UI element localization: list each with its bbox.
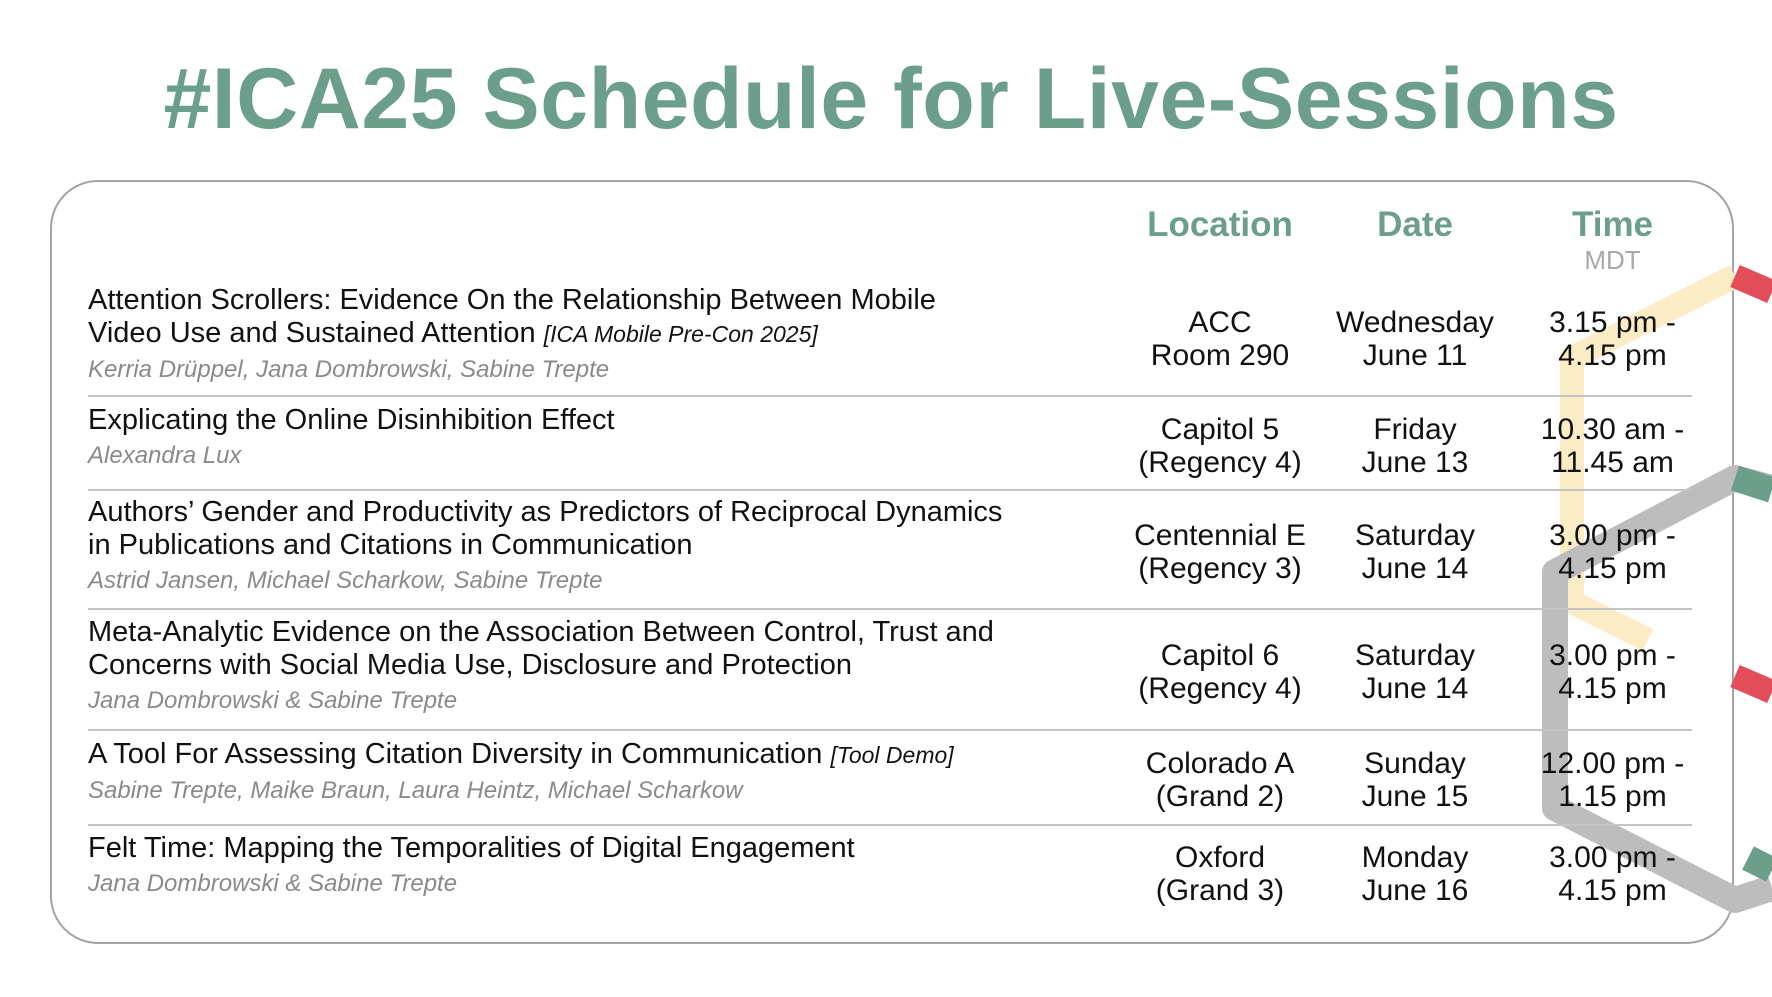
session-title-line2: Video Use and Sustained Attention (88, 317, 536, 349)
location-line2: (Regency 4) (1138, 672, 1302, 705)
location-line2: (Regency 4) (1138, 446, 1302, 479)
session-info (88, 496, 1088, 595)
session-time (1510, 496, 1715, 608)
session-location (1120, 616, 1320, 728)
session-authors: Jana Dombrowski & Sabine Trepte (88, 870, 458, 897)
session-note: [Tool Demo] (830, 742, 954, 768)
time-end: 4.15 pm (1558, 672, 1667, 705)
session-authors: Kerria Drüppel, Jana Dombrowski, Sabine Trepte (88, 356, 610, 383)
session-date (1315, 404, 1515, 488)
date-value: June 11 (1362, 339, 1468, 372)
session-info (88, 404, 1088, 470)
time-end: 4.15 pm (1558, 552, 1667, 585)
location-line2: Room 290 (1150, 339, 1290, 372)
session-title-line2: in Publications and Citations in Communication (88, 529, 693, 561)
session-date (1315, 832, 1515, 916)
time-column-header: Time (1571, 205, 1654, 244)
location-line1: ACC (1188, 306, 1252, 339)
session-title-line1: A Tool For Assessing Citation Diversity in Communication (88, 738, 823, 770)
session-location (1120, 738, 1320, 822)
location-line1: Centennial E (1134, 519, 1306, 552)
session-title (88, 738, 1088, 772)
session-row (0, 496, 1772, 608)
session-title (88, 616, 1088, 682)
row-divider (88, 608, 1692, 610)
date-day: Friday (1373, 413, 1457, 446)
row-divider (88, 489, 1692, 491)
location-line1: Oxford (1174, 841, 1266, 874)
session-row (0, 404, 1772, 488)
page-title: #ICA25 Schedule for Live-Sessions (163, 51, 1619, 147)
location-line1: Capitol 6 (1160, 639, 1280, 672)
session-row (0, 284, 1772, 394)
session-title (88, 284, 1088, 351)
location-column-header: Location (1147, 205, 1293, 244)
session-title-line1: Meta-Analytic Evidence on the Association Between Control, Trust and (88, 616, 994, 648)
session-date (1315, 616, 1515, 728)
session-authors: Alexandra Lux (88, 442, 242, 469)
row-divider (88, 824, 1692, 826)
session-title: Explicating the Online Disinhibition Effect (88, 404, 615, 436)
session-time (1510, 616, 1715, 728)
session-authors: Jana Dombrowski & Sabine Trepte (88, 687, 458, 714)
time-end: 4.15 pm (1558, 874, 1667, 907)
session-title: Felt Time: Mapping the Temporalities of Digital Engagement (88, 832, 855, 864)
session-info (88, 832, 1088, 898)
session-time (1510, 738, 1715, 822)
session-title (88, 496, 1088, 562)
location-line1: Colorado A (1145, 747, 1295, 780)
time-start: 3.00 pm - (1549, 639, 1676, 672)
session-time (1510, 284, 1715, 394)
time-start: 3.15 pm - (1549, 306, 1676, 339)
session-row (0, 832, 1772, 916)
session-location (1120, 404, 1320, 488)
row-divider (88, 395, 1692, 397)
date-column-header: Date (1377, 205, 1453, 244)
session-location (1120, 496, 1320, 608)
time-zone-label: MDT (1584, 245, 1641, 275)
location-line2: (Grand 3) (1155, 874, 1285, 907)
session-date (1315, 738, 1515, 822)
session-date (1315, 496, 1515, 608)
date-value: June 14 (1361, 552, 1469, 585)
location-line2: (Regency 3) (1138, 552, 1302, 585)
session-row (0, 616, 1772, 728)
session-info (88, 284, 1088, 384)
session-location (1120, 284, 1320, 394)
date-day: Wednesday (1336, 306, 1494, 339)
time-start: 3.00 pm - (1549, 841, 1676, 874)
date-day: Sunday (1364, 747, 1466, 780)
session-location (1120, 832, 1320, 916)
date-value: June 16 (1361, 874, 1469, 907)
location-line1: Capitol 5 (1160, 413, 1280, 446)
date-value: June 15 (1361, 780, 1469, 813)
date-day: Saturday (1354, 639, 1476, 672)
session-info (88, 616, 1088, 715)
time-end: 4.15 pm (1558, 339, 1667, 372)
session-time (1510, 832, 1715, 916)
session-time (1510, 404, 1715, 488)
time-end: 1.15 pm (1558, 780, 1667, 813)
session-row (0, 738, 1772, 822)
session-title-line2: Concerns with Social Media Use, Disclosure and Protection (88, 649, 853, 681)
date-value: June 14 (1361, 672, 1469, 705)
date-day: Saturday (1354, 519, 1476, 552)
session-info (88, 738, 1088, 805)
session-authors: Sabine Trepte, Maike Braun, Laura Heintz, Michael Scharkow (88, 777, 743, 804)
time-start: 3.00 pm - (1549, 519, 1676, 552)
row-divider (88, 729, 1692, 731)
time-start: 10.30 am - (1540, 413, 1685, 446)
location-line2: (Grand 2) (1155, 780, 1285, 813)
date-day: Monday (1361, 841, 1469, 874)
session-date (1315, 284, 1515, 394)
date-value: June 13 (1361, 446, 1469, 479)
session-authors: Astrid Jansen, Michael Scharkow, Sabine Trepte (88, 567, 603, 594)
session-note: [ICA Mobile Pre-Con 2025] (543, 321, 818, 347)
time-end: 11.45 am (1551, 446, 1674, 479)
session-title-line1: Authors’ Gender and Productivity as Predictors of Reciprocal Dynamics (88, 496, 1003, 528)
session-title-line1: Attention Scrollers: Evidence On the Relationship Between Mobile (88, 284, 936, 316)
time-start: 12.00 pm - (1540, 747, 1685, 780)
